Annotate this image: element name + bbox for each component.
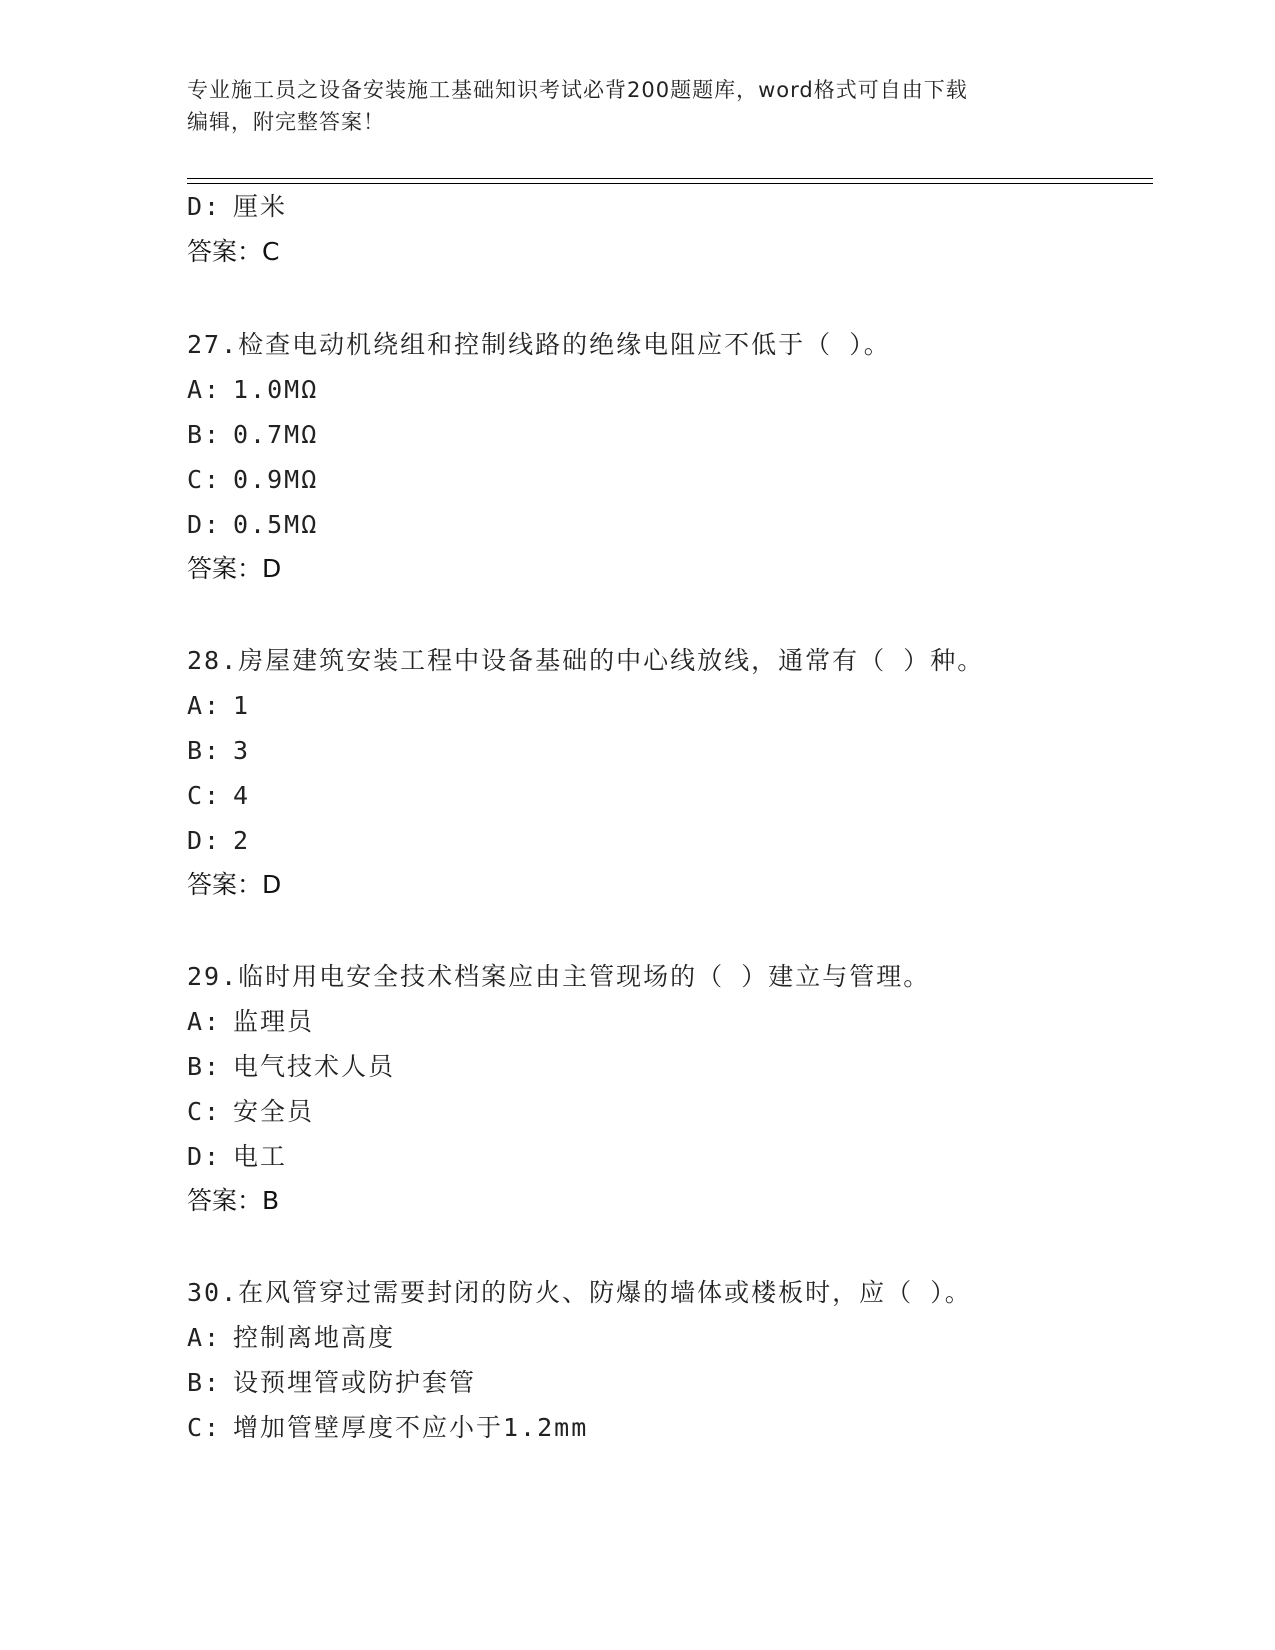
- option-text: 0.5MΩ: [233, 510, 319, 539]
- q27-question: 27.检查电动机绕组和控制线路的绝缘电阻应不低于（ ）。: [187, 330, 891, 359]
- q27-option-d: [187, 510, 318, 540]
- q28-option-c: [187, 781, 250, 811]
- q26-option-d: [187, 192, 287, 222]
- q30-option-a: [187, 1323, 395, 1353]
- option-key: D:: [187, 826, 222, 855]
- option-key: A:: [187, 691, 222, 720]
- q28-option-d: [187, 826, 250, 856]
- q29-option-c: [187, 1097, 314, 1127]
- q27-answer: 答案：D: [187, 554, 282, 583]
- q27-option-a: [187, 375, 318, 405]
- option-key: D:: [187, 192, 222, 221]
- q27-option-b: [187, 420, 318, 450]
- option-text: 电气技术人员: [233, 1052, 396, 1081]
- option-key: A:: [187, 375, 222, 404]
- option-text: 0.9MΩ: [233, 465, 319, 494]
- q30-option-c: [187, 1413, 588, 1443]
- option-key: C:: [187, 781, 222, 810]
- q28-option-a: [187, 691, 250, 721]
- option-key: A:: [187, 1007, 222, 1036]
- option-text: 厘米: [233, 192, 288, 221]
- option-text: 3: [233, 736, 251, 765]
- option-text: 1.0MΩ: [233, 375, 319, 404]
- q29-option-b: [187, 1052, 395, 1082]
- q30-option-b: [187, 1368, 476, 1398]
- option-text: 1: [233, 691, 251, 720]
- header-divider-top: [187, 178, 1153, 179]
- header-title-line-2: 编辑，附完整答案！: [187, 110, 385, 134]
- option-key: A:: [187, 1323, 222, 1352]
- option-key: C:: [187, 1097, 222, 1126]
- option-key: C:: [187, 465, 222, 494]
- q29-option-d: [187, 1142, 287, 1172]
- option-key: D:: [187, 510, 222, 539]
- q27-option-c: [187, 465, 318, 495]
- q29-option-a: [187, 1007, 314, 1037]
- option-key: B:: [187, 1052, 222, 1081]
- option-text: 设预埋管或防护套管: [233, 1368, 477, 1397]
- option-text: 电工: [233, 1142, 288, 1171]
- q28-option-b: [187, 736, 250, 766]
- q29-question: 29.临时用电安全技术档案应由主管现场的（ ）建立与管理。: [187, 962, 931, 991]
- option-text: 4: [233, 781, 251, 810]
- q26-answer: 答案：C: [187, 237, 280, 266]
- option-key: B:: [187, 420, 222, 449]
- q30-question: 30.在风管穿过需要封闭的防火、防爆的墙体或楼板时，应（ ）。: [187, 1278, 972, 1307]
- option-text: 增加管壁厚度不应小于1.2mm: [233, 1413, 589, 1442]
- header-divider-bottom: [187, 183, 1153, 184]
- option-text: 控制离地高度: [233, 1323, 396, 1352]
- option-key: B:: [187, 736, 222, 765]
- option-text: 0.7MΩ: [233, 420, 319, 449]
- header-title-line-1: 专业施工员之设备安装施工基础知识考试必背200题题库，word格式可自由下载: [187, 78, 968, 102]
- q29-answer: 答案：B: [187, 1186, 280, 1215]
- option-text: 2: [233, 826, 251, 855]
- document-header: [187, 74, 1087, 138]
- option-text: 监理员: [233, 1007, 315, 1036]
- option-key: B:: [187, 1368, 222, 1397]
- option-key: D:: [187, 1142, 222, 1171]
- option-key: C:: [187, 1413, 222, 1442]
- option-text: 安全员: [233, 1097, 315, 1126]
- q28-answer: 答案：D: [187, 870, 282, 899]
- q28-question: 28.房屋建筑安装工程中设备基础的中心线放线，通常有（ ）种。: [187, 646, 985, 675]
